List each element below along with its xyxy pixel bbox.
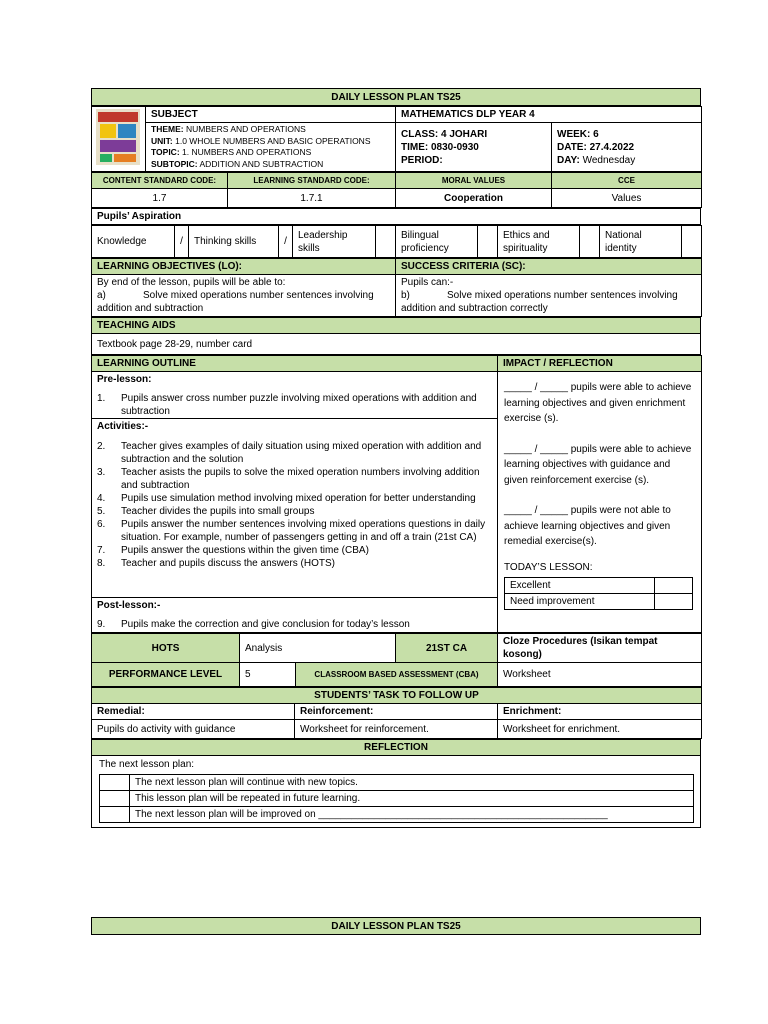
unit-label: UNIT: (151, 135, 173, 146)
lo-intro: By end of the lesson, pupils will be able to: (97, 277, 286, 288)
today-lesson-table (504, 577, 693, 610)
sc-content (396, 275, 702, 317)
today-excellent: Excellent (505, 578, 655, 594)
sc-text: Solve mixed operations number sentences involving addition and subtraction correctly (401, 290, 678, 314)
reflection-option-2: This lesson plan will be repeated in future learning. (130, 791, 694, 807)
period-value: PERIOD: (401, 154, 443, 166)
aspiration-title: Pupils’ Aspiration (92, 209, 701, 225)
remedial-value: Pupils do activity with guidance (92, 720, 295, 739)
date-value: DATE: 27.4.2022 (557, 141, 635, 153)
followup-title: STUDENTS’ TASK TO FOLLOW UP (92, 688, 702, 704)
impact-title: IMPACT / REFLECTION (498, 356, 702, 372)
week-value: WEEK: 6 (557, 128, 599, 140)
textbook-cover-cell (92, 107, 146, 172)
lo-title: LEARNING OBJECTIVES (LO): (92, 259, 396, 275)
subject-label: SUBJECT (146, 107, 396, 123)
cba-value: Worksheet (498, 663, 702, 687)
enrichment-label: Enrichment: (498, 704, 702, 720)
aspiration-ethics-mark (580, 226, 600, 258)
outline-table (91, 355, 702, 633)
aids-text: Textbook page 28-29, number card (92, 334, 701, 355)
moral-values-value: Cooperation (396, 189, 552, 208)
aspiration-leadership: Leadership skills (293, 226, 376, 258)
impact-p3: _____ / _____ pupils were not able to achieve learning objectives and given remedial exercise(s). (504, 505, 671, 547)
aspiration-knowledge: Knowledge (92, 226, 175, 258)
lo-content (92, 275, 396, 317)
moral-values-label: MORAL VALUES (396, 173, 552, 189)
performance-level-value: 5 (240, 663, 296, 687)
theme-value: NUMBERS AND OPERATIONS (185, 124, 306, 134)
objectives-table (91, 258, 702, 317)
ca-value: Cloze Procedures (Isikan tempat kosong) (498, 634, 702, 663)
reflection-intro: The next lesson plan: (99, 759, 195, 770)
remedial-label: Remedial: (92, 704, 295, 720)
content-standard-label: CONTENT STANDARD CODE: (92, 173, 228, 189)
week-date-cell (552, 123, 702, 172)
class-value: CLASS: 4 JOHARI (401, 128, 488, 140)
title-table (91, 88, 701, 106)
list-item: 6. Pupils answer the number sentences involving mixed operations questions in daily situation. For example, number of passengers getting in and off a train (21st CA) (97, 519, 486, 543)
impact-p2: _____ / _____ pupils were able to achieve learning objectives with guidance and given reinforcement exercise (s). (504, 443, 692, 486)
sc-title: SUCCESS CRITERIA (SC): (396, 259, 702, 275)
list-item: 9. Pupils make the correction and give conclusion for today’s lesson (97, 619, 410, 630)
subject-table (91, 106, 702, 172)
list-item: 2. Teacher gives examples of daily situation using mixed operation with addition and subtraction and the solution (97, 441, 482, 465)
list-item: 3. Teacher asists the pupils to solve the mixed operation numbers involving addition and subtraction (97, 467, 480, 491)
topic-details (146, 123, 396, 172)
hots-value: Analysis (240, 634, 396, 663)
topic-value: 1. NUMBERS AND OPERATIONS (182, 147, 312, 157)
sc-letter: b) (401, 290, 410, 301)
subtopic-value: ADDITION AND SUBTRACTION (199, 158, 324, 169)
content-standard-value: 1.7 (92, 189, 228, 208)
activities-block (92, 419, 497, 598)
reflection-title: REFLECTION (92, 740, 701, 756)
ca-label: 21ST CA (396, 634, 498, 663)
subject-value: MATHEMATICS DLP YEAR 4 (396, 107, 702, 123)
impact-content (498, 372, 702, 633)
aspiration-ethics: Ethics and spirituality (498, 226, 580, 258)
reinforcement-value: Worksheet for reinforcement. (295, 720, 498, 739)
enrichment-value: Worksheet for enrichment. (498, 720, 702, 739)
sc-intro: Pupils can:- (401, 277, 454, 288)
lo-text: Solve mixed operations number sentences involving addition and subtraction (97, 290, 374, 314)
learning-standard-value: 1.7.1 (228, 189, 396, 208)
footer-title: DAILY LESSON PLAN TS25 (92, 918, 701, 935)
aspiration-bilingual: Bilingual proficiency (396, 226, 478, 258)
pre-lesson-title: Pre-lesson: (97, 374, 152, 385)
post-lesson-title: Post-lesson:- (97, 600, 161, 611)
impact-p1: _____ / _____ pupils were able to achieve learning objectives and given enrichment exercise (s). (504, 382, 692, 424)
outline-content (92, 372, 498, 633)
reflection-content (92, 756, 701, 828)
topic-label: TOPIC: (151, 147, 180, 157)
list-item: 8. Teacher and pupils discuss the answers (HOTS) (97, 558, 335, 569)
assessment-table (91, 633, 702, 687)
post-lesson-block (92, 598, 497, 632)
today-need-improvement-box[interactable] (655, 594, 693, 610)
aspiration-national-mark (682, 226, 702, 258)
reflection-option-1: The next lesson plan will continue with new topics. (130, 775, 694, 791)
cba-label: CLASSROOM BASED ASSESSMENT (CBA) (296, 663, 498, 687)
outline-title: LEARNING OUTLINE (92, 356, 498, 372)
theme-label: THEME: (151, 124, 184, 134)
aspiration-national: National identity (600, 226, 682, 258)
list-item: 7. Pupils answer the questions within the given time (CBA) (97, 545, 369, 556)
reflection-checkbox-1[interactable] (100, 775, 130, 791)
aspiration-thinking: Thinking skills (189, 226, 279, 258)
lesson-plan-sheet (91, 88, 701, 828)
day-value: Wednesday (582, 154, 636, 166)
time-value: TIME: 0830-0930 (401, 141, 479, 153)
reflection-options (99, 774, 694, 823)
day-label: DAY: (557, 154, 580, 166)
pre-lesson-block (92, 372, 497, 419)
reflection-checkbox-3[interactable] (100, 807, 130, 823)
list-item: 4. Pupils use simulation method involving mixed operation for better understanding (97, 493, 476, 504)
reflection-option-3: The next lesson plan will be improved on ____________________________________________________ (130, 807, 694, 823)
reflection-table (91, 739, 701, 828)
today-lesson-label: TODAY’S LESSON: (504, 561, 593, 573)
subtopic-label: SUBTOPIC: (151, 158, 198, 169)
today-excellent-box[interactable] (655, 578, 693, 594)
aspiration-bilingual-mark (478, 226, 498, 258)
aspiration-thinking-mark: / (279, 226, 293, 258)
aids-table (91, 317, 701, 355)
list-item: 1. Pupils answer cross number puzzle involving mixed operations with addition and subtraction (97, 393, 477, 417)
activities-title: Activities:- (97, 421, 149, 432)
aspiration-grid (91, 225, 702, 258)
lo-letter: a) (97, 290, 106, 301)
aids-title: TEACHING AIDS (92, 318, 701, 334)
learning-standard-label: LEARNING STANDARD CODE: (228, 173, 396, 189)
standards-table (91, 172, 702, 208)
aspiration-leadership-mark (376, 226, 396, 258)
aspiration-knowledge-mark: / (175, 226, 189, 258)
reinforcement-label: Reinforcement: (295, 704, 498, 720)
page-title: DAILY LESSON PLAN TS25 (92, 89, 701, 106)
followup-table (91, 687, 702, 739)
reflection-checkbox-2[interactable] (100, 791, 130, 807)
aspiration-table (91, 208, 701, 225)
textbook-cover-icon (96, 109, 140, 165)
hots-label: HOTS (92, 634, 240, 663)
performance-level-label: PERFORMANCE LEVEL (92, 663, 240, 687)
unit-value: 1.0 WHOLE NUMBERS AND BASIC OPERATIONS (175, 135, 371, 146)
list-item: 5. Teacher divides the pupils into small groups (97, 506, 315, 517)
cce-label: CCE (552, 173, 702, 189)
footer-title-table (91, 917, 701, 935)
today-need-improvement: Need improvement (505, 594, 655, 610)
cce-value: Values (552, 189, 702, 208)
next-page-header (91, 917, 701, 935)
class-time-cell (396, 123, 552, 172)
